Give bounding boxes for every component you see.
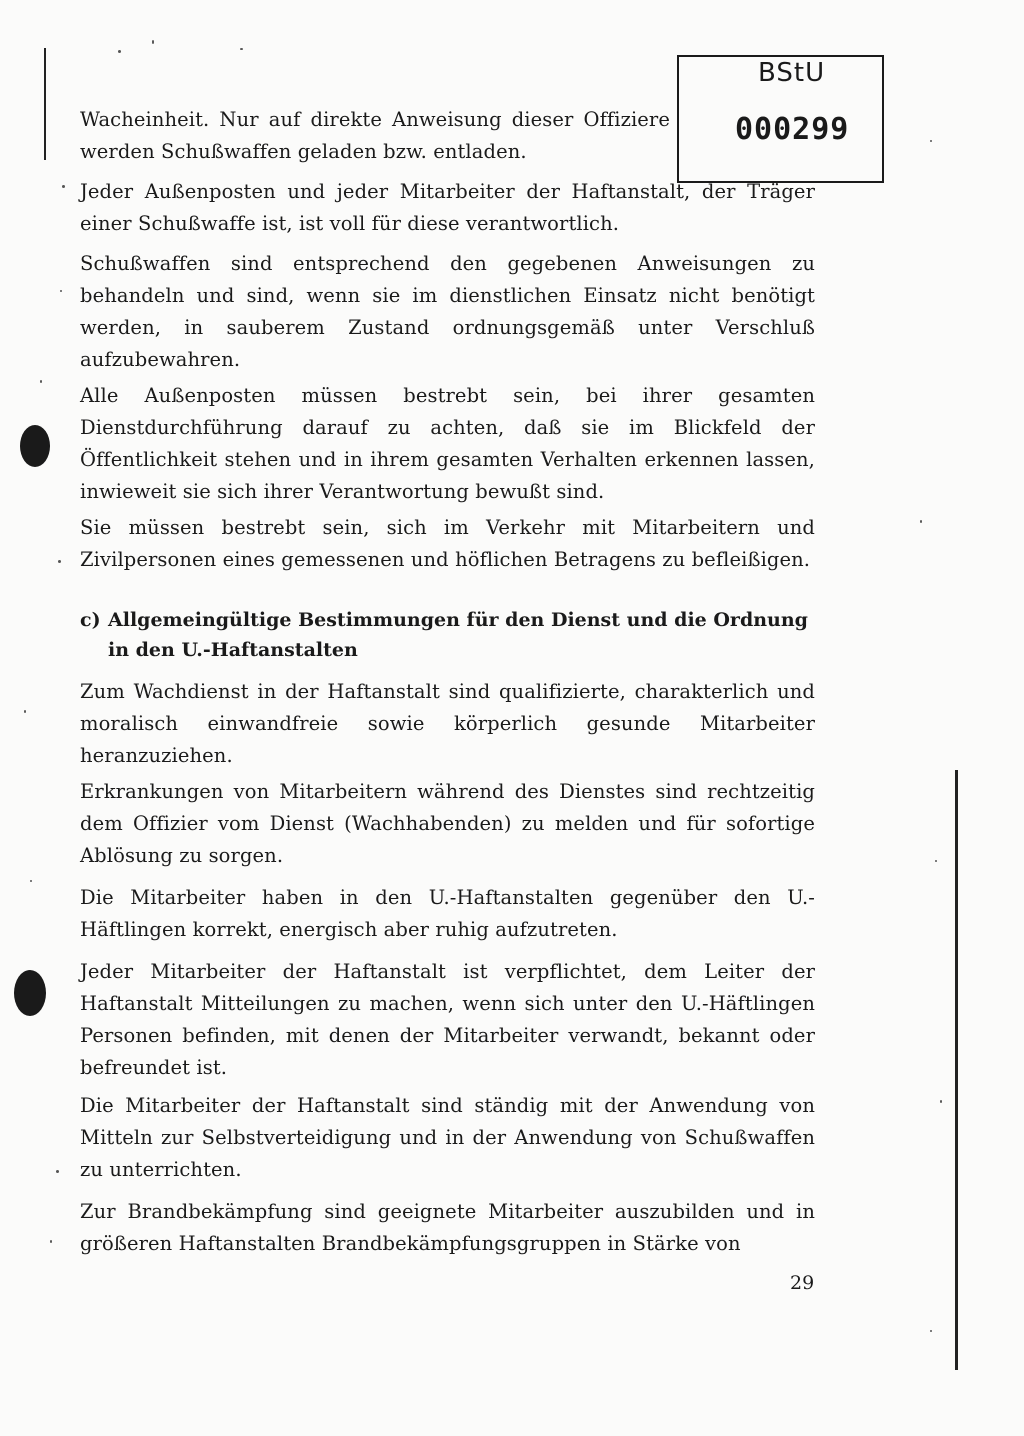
scan-speck	[62, 185, 65, 188]
paragraph: Wacheinheit. Nur auf direkte Anweisung dieser Offiziere werden Schußwaffen geladen bzw. entladen.	[80, 108, 670, 163]
scan-speck	[30, 880, 32, 882]
scan-speck	[40, 380, 42, 383]
scan-speck	[24, 710, 26, 713]
paragraph: Sie müssen bestrebt sein, sich im Verkehr mit Mitarbeitern und Zivilpersonen eines gemessenen und höflichen Betragens zu befleißigen.	[80, 516, 815, 571]
section-heading	[80, 605, 815, 665]
paragraph: Die Mitarbeiter haben in den U.-Haftanstalten gegenüber den U.-Häftlingen korrekt, energisch aber ruhig aufzutreten.	[80, 886, 815, 941]
section-number: c)	[80, 609, 101, 631]
left-margin-line	[44, 48, 46, 160]
paragraph: Zum Wachdienst in der Haftanstalt sind qualifizierte, charakterlich und moralisch einwandfreie sowie körperlich gesunde Mitarbeiter heranzuziehen.	[80, 680, 815, 767]
section-title-line-2: in den U.-Haftanstalten	[108, 639, 358, 661]
archive-stamp-title: BStU	[758, 58, 826, 88]
paragraph: Jeder Mitarbeiter der Haftanstalt ist verpflichtet, dem Leiter der Haftanstalt Mitteilungen zu machen, wenn sich unter den U.-Häftlingen Personen befinden, mit denen der Mitarbeiter verwandt, bekannt oder befreundet ist.	[80, 960, 815, 1079]
scan-speck	[60, 290, 62, 292]
punch-hole-mark	[20, 425, 50, 467]
right-margin-line	[955, 770, 958, 1370]
scan-speck	[930, 1330, 932, 1332]
scan-speck	[930, 140, 932, 142]
scan-speck	[58, 560, 61, 563]
scan-speck	[50, 1240, 52, 1243]
page-number: 29	[790, 1272, 815, 1294]
scan-speck	[152, 40, 154, 44]
paragraph: Schußwaffen sind entsprechend den gegebenen Anweisungen zu behandeln und sind, wenn sie im dienstlichen Einsatz nicht benötigt werden, in sauberem Zustand ordnungsgemäß unter Verschluß aufzubewahren.	[80, 252, 815, 371]
paragraph: Zur Brandbekämpfung sind geeignete Mitarbeiter auszubilden und in größeren Haftanstalten Brandbekämpfungsgruppen in Stärke von	[80, 1200, 815, 1255]
scan-speck	[935, 860, 937, 862]
scan-speck	[56, 1170, 59, 1173]
punch-hole-mark	[14, 970, 46, 1016]
paragraph: Die Mitarbeiter der Haftanstalt sind ständig mit der Anwendung von Mitteln zur Selbstverteidigung und in der Anwendung von Schußwaffen zu unterrichten.	[80, 1094, 815, 1181]
section-title-line-1: Allgemeingültige Bestimmungen für den Dienst und die Ordnung	[108, 609, 808, 631]
scan-speck	[118, 50, 121, 53]
scan-speck	[920, 520, 922, 523]
paragraph: Alle Außenposten müssen bestrebt sein, bei ihrer gesamten Dienstdurchführung darauf zu achten, daß sie im Blickfeld der Öffentlichkeit stehen und in ihrem gesamten Verhalten erkennen lassen, inwieweit sie sich ihrer Verantwortung bewußt sind.	[80, 384, 815, 503]
scan-speck	[240, 48, 243, 50]
archive-stamp-number: 000299	[735, 112, 850, 147]
scan-speck	[940, 1100, 942, 1103]
paragraph: Jeder Außenposten und jeder Mitarbeiter der Haftanstalt, der Träger einer Schußwaffe ist, ist voll für diese verantwortlich.	[80, 180, 815, 235]
paragraph: Erkrankungen von Mitarbeitern während des Dienstes sind rechtzeitig dem Offizier vom Dienst (Wachhabenden) zu melden und für sofortige Ablösung zu sorgen.	[80, 780, 815, 867]
